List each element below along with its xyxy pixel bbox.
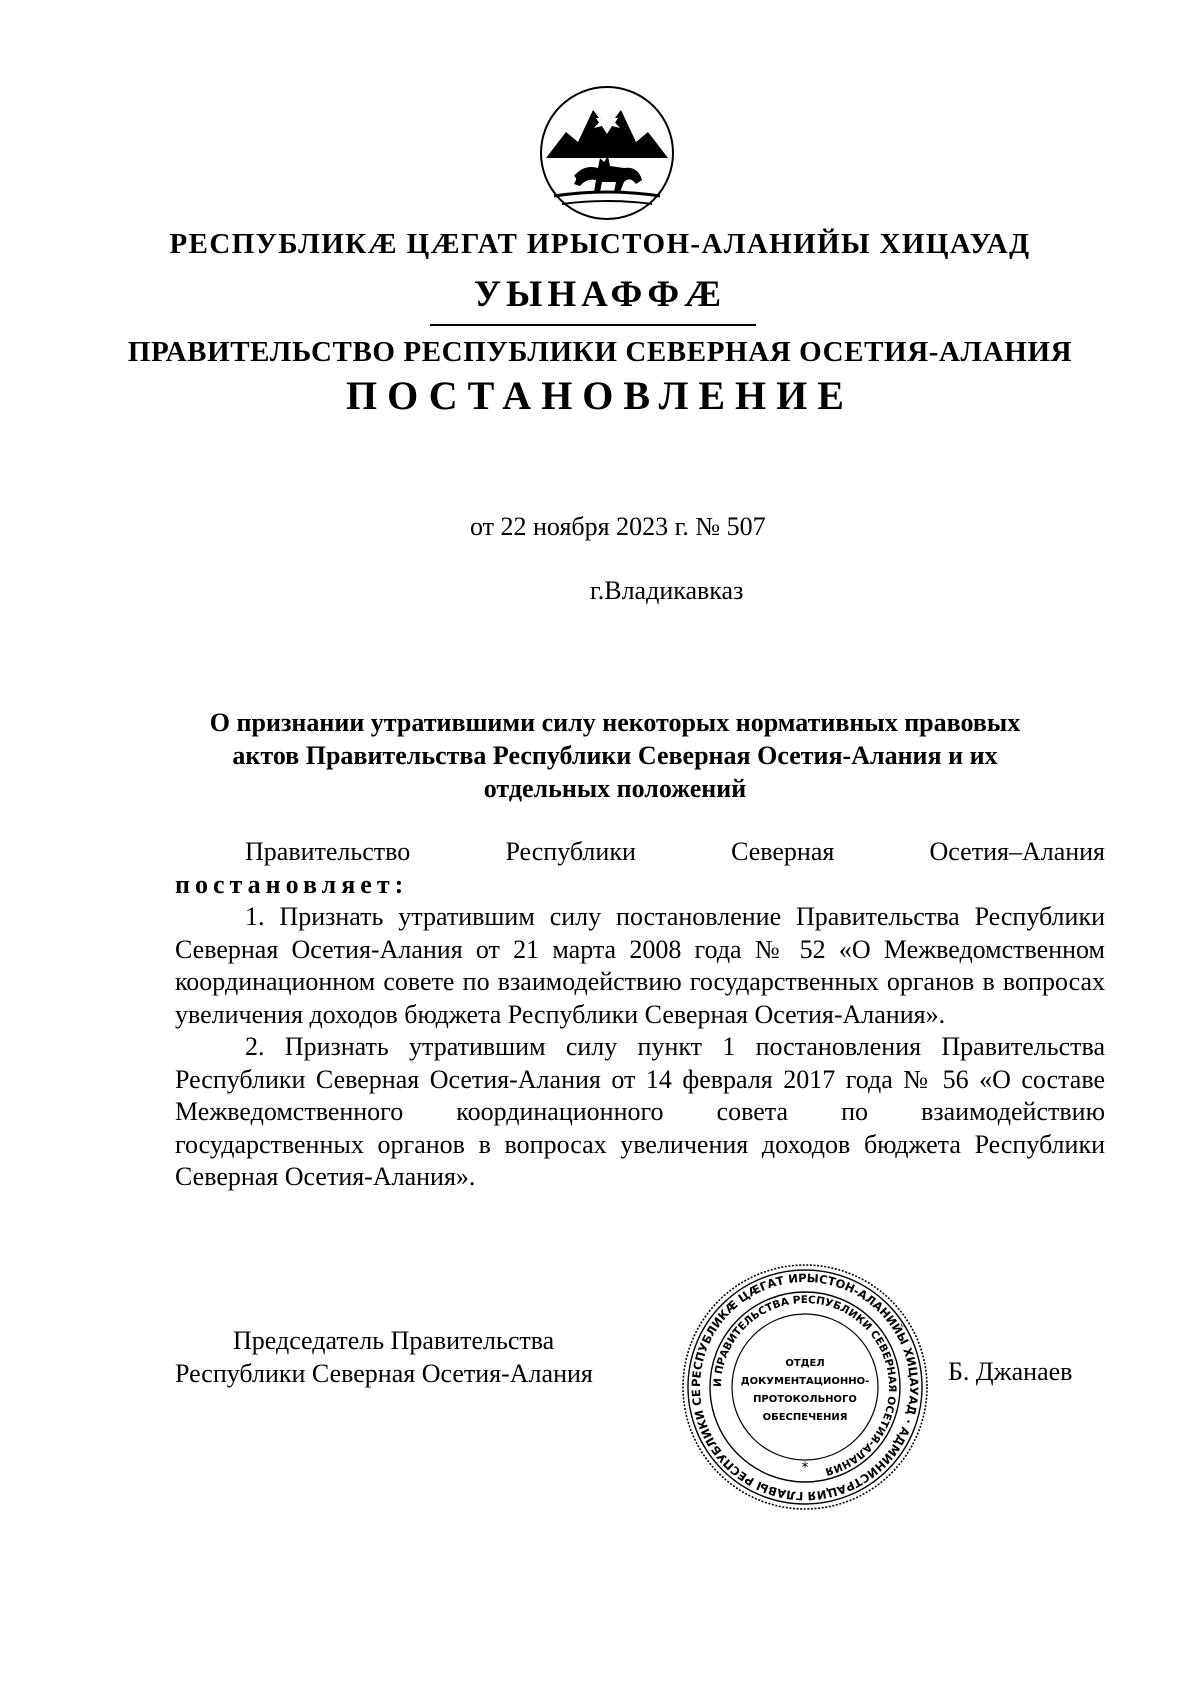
stamp-center-line: ОТДЕЛ	[785, 1358, 825, 1369]
preamble-verb: постановляет:	[175, 869, 409, 899]
stamp-center-line: ПРОТОКОЛЬНОГО	[753, 1394, 857, 1405]
decree-date-number: от 22 ноября 2023 г. № 507	[470, 512, 766, 541]
item-2: 2. Признать утратившим силу пункт 1 постановления Правительства Республики Северная Осетия-Алания от 14 февраля 2017 года № 56 «О составе Межведомственного координационного совета по взаимодействию государственных органов в вопросах увеличения доходов бюджета Республики Северная Осетия-Алания».	[175, 1032, 1105, 1191]
decree-city: г.Владикавказ	[590, 576, 744, 605]
signatory-position-line2: Республики Северная Осетия-Алания	[175, 1359, 593, 1388]
official-seal-stamp	[680, 1262, 930, 1512]
preamble-word: Северная	[731, 837, 835, 866]
preamble-word: Осетия–Алания	[929, 837, 1106, 866]
signatory-position-line1: Председатель Правительства	[233, 1326, 555, 1355]
stamp-star-icon: *	[801, 1460, 809, 1476]
stamp-center-line: ДОКУМЕНТАЦИОННО-	[740, 1376, 870, 1387]
item-1: 1. Признать утратившим силу постановление Правительства Республики Северная Осетия-Алания от 21 марта 2008 года № 52 «О Межведомственном координационном совете по взаимодействию государственных органов в вопросах увеличения доходов бюджета Республики Северная Осетия-Алания».	[175, 902, 1105, 1029]
decree-subject: О признании утратившими силу некоторых нормативных правовых актов Правительства Республики Северная Осетия-Алания и их отдельных положений	[209, 708, 1021, 803]
stamp-inner-ring-text: И ПРАВИТЕЛЬСТВА РЕСПУБЛИКИ СЕВЕРНАЯ ОСЕТИЯ-АЛАНИЯ	[711, 1293, 899, 1478]
decree-title-ossetian: УЫНАФФӔ	[473, 274, 727, 315]
signatory-position	[175, 1324, 593, 1390]
government-title-ossetian: РЕСПУБЛИКӔ ЦӔГАТ ИРЫСТОН-АЛАНИЙЫ ХИЦАУАД	[169, 228, 1031, 260]
signatory-name: Б. Джанаев	[948, 1357, 1073, 1386]
preamble-line	[175, 836, 1105, 869]
header-divider	[430, 324, 756, 326]
government-title-russian: ПРАВИТЕЛЬСТВО РЕСПУБЛИКИ СЕВЕРНАЯ ОСЕТИЯ-АЛАНИЯ	[127, 336, 1073, 368]
preamble-word: Правительство	[245, 837, 411, 866]
stamp-outer-ring-text: РЕСПУБЛИКӔ ЦӔГАТ ИРЫСТОН-АЛАНИЙЫ ХИЦАУАД · АДМИНИСТРАЦИЯ ГЛАВЫ РЕСПУБЛИКИ СЕ	[688, 1270, 922, 1504]
preamble-word: Республики	[505, 837, 636, 866]
coat-of-arms-emblem	[538, 84, 676, 222]
preamble-verb-line	[175, 869, 1105, 902]
decree-body	[175, 836, 1105, 1194]
stamp-center-line: ОБЕСПЕЧЕНИЯ	[762, 1412, 848, 1423]
decree-title-russian: ПОСТАНОВЛЕНИЕ	[346, 373, 854, 418]
